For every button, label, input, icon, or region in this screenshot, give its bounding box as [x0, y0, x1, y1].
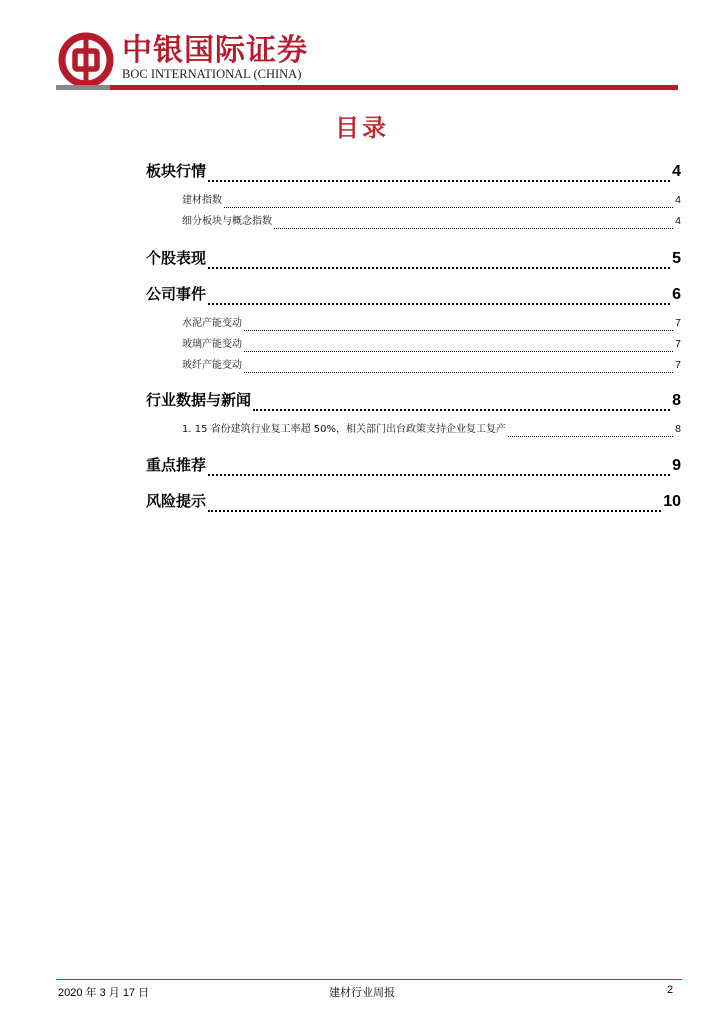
toc-entry-page: 8	[672, 392, 681, 409]
header-rule	[56, 85, 678, 90]
toc-entry-label: 水泥产能变动	[182, 318, 242, 329]
toc-entry[interactable]	[146, 243, 681, 273]
toc-entry-page: 5	[672, 250, 681, 267]
toc-subentry[interactable]	[146, 334, 681, 355]
toc-entry-page: 7	[675, 338, 681, 350]
dot-leader	[208, 267, 670, 269]
toc-entry-label: 板块行情	[146, 162, 207, 180]
toc-entry-page: 7	[675, 317, 681, 329]
dot-leader	[244, 372, 673, 373]
header-rule-accent	[56, 85, 110, 90]
toc-entry-page: 4	[672, 163, 681, 180]
toc-entry-label: 细分板块与概念指数	[182, 216, 272, 227]
toc-subentry[interactable]	[146, 190, 681, 211]
toc-entry[interactable]	[146, 486, 681, 516]
dot-leader	[244, 351, 673, 352]
dot-leader	[208, 474, 670, 476]
toc-entry-label: 重点推荐	[146, 456, 207, 474]
toc-entry-label: 建材指数	[182, 195, 222, 206]
brand-name-english: BOC INTERNATIONAL (CHINA)	[122, 67, 302, 81]
toc-subentry[interactable]	[146, 419, 681, 440]
toc-subentry[interactable]	[146, 211, 681, 232]
dot-leader	[208, 303, 670, 305]
toc-entry-label: 1. 15 省份建筑行业复工率超 50%，相关部门出台政策支持企业复工复产	[182, 424, 507, 435]
dot-leader	[244, 330, 673, 331]
dot-leader	[224, 207, 673, 208]
table-of-contents	[146, 156, 681, 516]
toc-entry-page: 7	[675, 359, 681, 371]
toc-entry[interactable]	[146, 450, 681, 480]
footer-page-number: 2	[667, 984, 674, 996]
dot-leader	[208, 180, 670, 182]
toc-entry-label: 个股表现	[146, 249, 207, 267]
dot-leader	[253, 409, 670, 411]
toc-entry-page: 9	[672, 457, 681, 474]
footer-report-title: 建材行业周报	[329, 986, 395, 999]
toc-entry-page: 4	[675, 215, 681, 227]
toc-entry-page: 10	[663, 493, 681, 510]
bank-of-china-logo-icon	[58, 32, 114, 88]
toc-entry-label: 玻纤产能变动	[182, 360, 242, 371]
brand-name-chinese: 中银国际证券	[122, 33, 308, 68]
toc-entry[interactable]	[146, 279, 681, 309]
toc-entry-page: 8	[675, 423, 681, 435]
toc-subentry[interactable]	[146, 313, 681, 334]
toc-subentry[interactable]	[146, 355, 681, 376]
toc-entry[interactable]	[146, 156, 681, 186]
footer-date: 2020 年 3 月 17 日	[58, 987, 150, 999]
toc-entry-page: 4	[675, 194, 681, 206]
toc-title: 目录	[335, 114, 389, 142]
toc-entry-label: 行业数据与新闻	[146, 391, 252, 409]
toc-entry[interactable]	[146, 385, 681, 415]
toc-entry-label: 风险提示	[146, 492, 207, 510]
dot-leader	[508, 436, 673, 437]
footer-rule	[56, 979, 682, 980]
dot-leader	[208, 510, 661, 512]
dot-leader	[274, 228, 673, 229]
toc-entry-label: 公司事件	[146, 285, 207, 303]
toc-entry-page: 6	[672, 286, 681, 303]
toc-entry-label: 玻璃产能变动	[182, 339, 242, 350]
